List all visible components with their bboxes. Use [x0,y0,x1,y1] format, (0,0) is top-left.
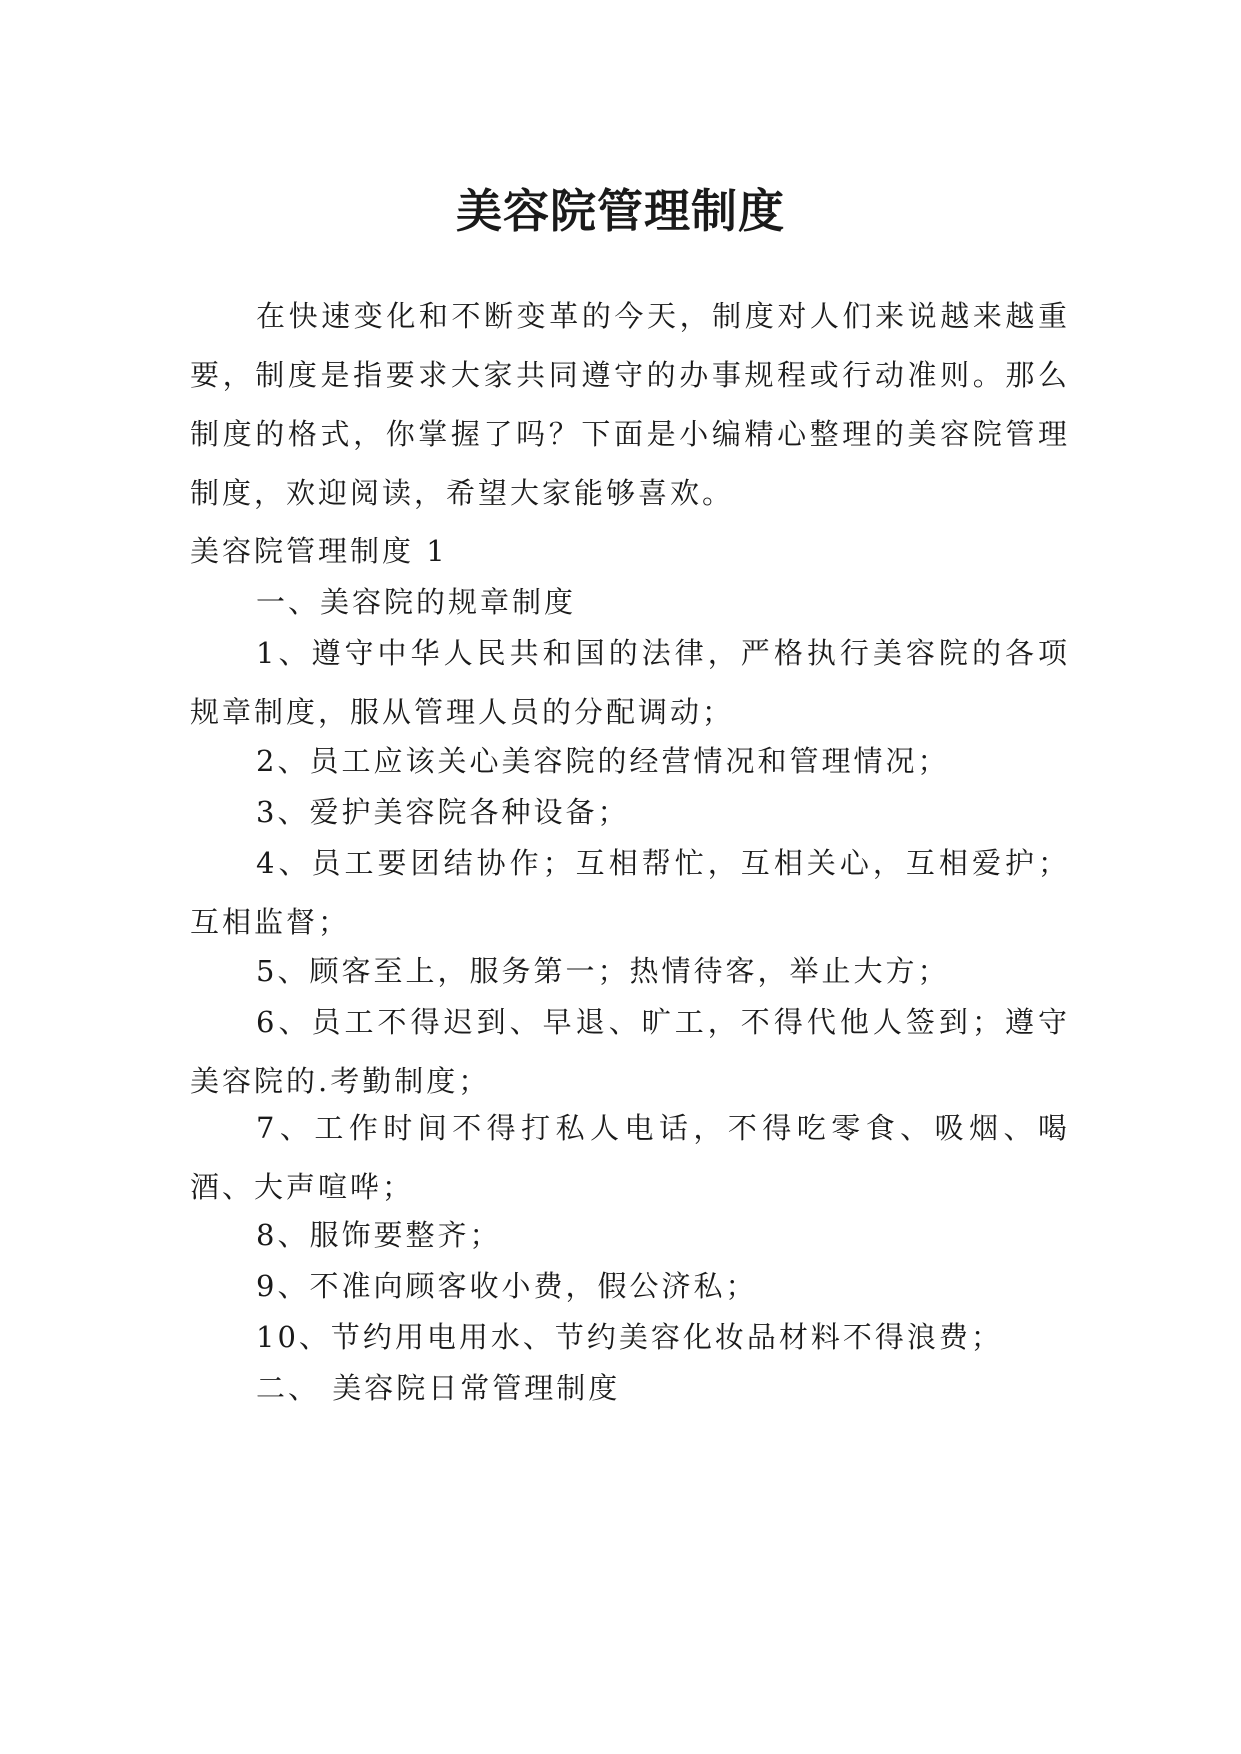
list-item: 3、爱护美容院各种设备； [256,795,630,829]
intro-paragraph: 在快速变化和不断变革的今天，制度对人们来说越来越重要，制度是指要求大家共同遵守的办事规程或行动准则。那么制度的格式，你掌握了吗？下面是小编精心整理的美容院管理制度，欢迎阅读，希望大家能够喜欢。 [190,299,1070,510]
document-title: 美容院管理制度 [456,183,785,238]
list-item: 5、顾客至上，服务第一；热情待客，举止大方； [256,954,950,988]
part-one-heading: 一、美容院的规章制度 [256,585,577,619]
list-item: 6、员工不得迟到、早退、旷工，不得代他人签到；遵守美容院的.考勤制度； [190,1005,1070,1098]
list-item: 4、员工要团结协作；互相帮忙，互相关心，互相爱护；互相监督； [190,846,1070,939]
list-item: 1、遵守中华人民共和国的法律，严格执行美容院的各项规章制度，服从管理人员的分配调动； [190,636,1070,729]
list-item: 2、员工应该关心美容院的经营情况和管理情况； [256,744,950,778]
section-heading: 美容院管理制度 1 [190,534,448,568]
list-item: 8、服饰要整齐； [256,1218,502,1252]
list-item: 9、不准向顾客收小费，假公济私； [256,1269,758,1303]
list-item: 10、节约用电用水、节约美容化妆品材料不得浪费； [256,1320,1003,1354]
part-two-heading: 二、 美容院日常管理制度 [256,1371,621,1405]
list-item: 7、工作时间不得打私人电话，不得吃零食、吸烟、喝酒、大声喧哗； [190,1111,1070,1204]
